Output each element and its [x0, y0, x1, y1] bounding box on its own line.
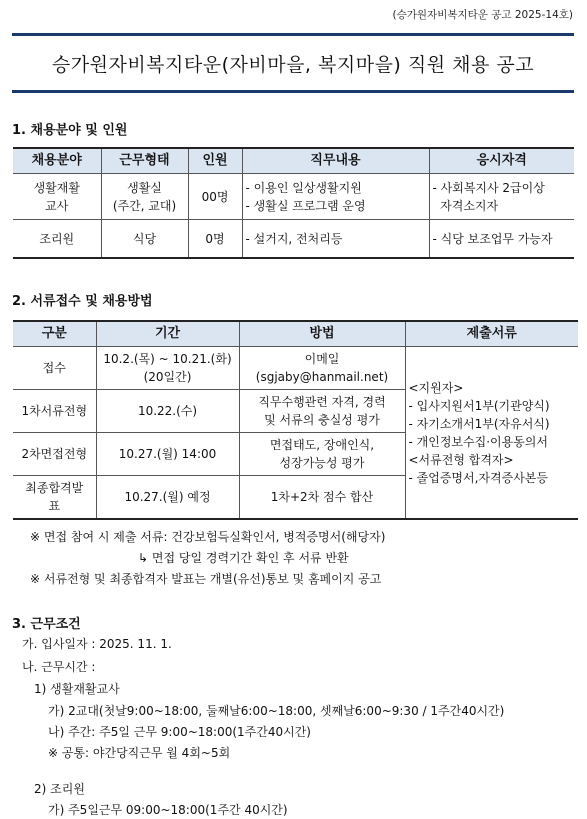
col-header: 인원 — [188, 148, 242, 174]
type-cell: 생활실 (주간, 교대) — [101, 174, 188, 220]
documents-cell: <지원자> - 입사지원서1부(기관양식) - 자기소개서1부(자유서식) - 개인정보수집·이용동의서 <서류전형 합격자> - 졸업증명서,자격증사본등 — [405, 347, 578, 520]
section2-heading: 2. 서류접수 및 채용방법 — [12, 294, 153, 309]
recruit-table-header — [13, 148, 574, 174]
note-announcement: ※ 서류전형 및 최종합격자 발표는 개별(유선)통보 및 홈페이지 공고 — [30, 572, 382, 586]
work-hours-label: 나. 근무시간 : — [22, 660, 96, 674]
period-cell: 10.27.(월) 14:00 — [96, 433, 239, 476]
teacher-label: 1) 생활재활교사 — [34, 682, 120, 696]
duties-cell: - 이용인 일상생활지원 - 생활실 프로그램 운영 — [242, 174, 429, 220]
qualification-cell: - 사회복지사 2급이상 자격소지자 — [429, 174, 574, 220]
section3-heading: 3. 근무조건 — [12, 617, 81, 632]
method-cell: 면접태도, 장애인식, 성장가능성 평가 — [239, 433, 405, 476]
method-cell: 이메일 (sgjaby@hanmail.net) — [239, 347, 405, 390]
col-header: 채용분야 — [13, 148, 101, 174]
col-header: 방법 — [239, 321, 405, 347]
field-cell: 생활재활 교사 — [13, 174, 101, 220]
notice-number: (승가원자비복지타운 공고 2025-14호) — [392, 9, 573, 21]
start-date: 가. 입사일자 : 2025. 11. 1. — [22, 637, 172, 651]
teacher-day: 나) 주간: 주5일 근무 9:00~18:00(1주간40시간) — [48, 725, 311, 739]
process-table-header — [13, 321, 578, 347]
count-cell: 0명 — [188, 220, 242, 259]
recruit-table — [13, 147, 574, 259]
period-cell: 10.2.(목) ~ 10.21.(화) (20일간) — [96, 347, 239, 390]
teacher-night-duty: ※ 공통: 야간당직근무 월 4회~5회 — [48, 746, 231, 760]
table-row — [13, 174, 574, 220]
qualification-cell: - 식당 보조업무 가능자 — [429, 220, 574, 259]
stage-cell: 2차면접전형 — [13, 433, 96, 476]
type-cell: 식당 — [101, 220, 188, 259]
count-cell: 00명 — [188, 174, 242, 220]
process-table — [13, 320, 578, 520]
teacher-shift: 가) 2교대(첫날9:00~18:00, 둘째날6:00~18:00, 셋째날6:00~9:30 / 1주간40시간) — [48, 704, 505, 718]
col-header: 제출서류 — [405, 321, 578, 347]
method-cell: 1차+2차 점수 합산 — [239, 476, 405, 520]
col-header: 근무형태 — [101, 148, 188, 174]
period-cell: 10.22.(수) — [96, 390, 239, 433]
field-cell: 조리원 — [13, 220, 101, 259]
stage-cell: 접수 — [13, 347, 96, 390]
method-cell: 직무수행관련 자격, 경력 및 서류의 충실성 평가 — [239, 390, 405, 433]
table-row — [13, 347, 578, 390]
stage-cell: 1차서류전형 — [13, 390, 96, 433]
note-interview-docs: ※ 면접 참여 시 제출 서류: 건강보험득실확인서, 병적증명서(해당자) — [30, 530, 386, 544]
duties-cell: - 설거지, 전처리등 — [242, 220, 429, 259]
stage-cell: 최종합격발 표 — [13, 476, 96, 520]
col-header: 직무내용 — [242, 148, 429, 174]
period-cell: 10.27.(월) 예정 — [96, 476, 239, 520]
table-row — [13, 220, 574, 259]
col-header: 구분 — [13, 321, 96, 347]
note-return-docs: ↳ 면접 당일 경력기간 확인 후 서류 반환 — [138, 551, 349, 565]
col-header: 응시자격 — [429, 148, 574, 174]
section1-heading: 1. 채용분야 및 인원 — [12, 123, 128, 138]
page-title: 승가원자비복지타운(자비마을, 복지마을) 직원 채용 공고 — [12, 33, 574, 93]
cook-label: 2) 조리원 — [34, 782, 85, 796]
cook-hours: 가) 주5일근무 09:00~18:00(1주간 40시간) — [48, 803, 288, 817]
col-header: 기간 — [96, 321, 239, 347]
